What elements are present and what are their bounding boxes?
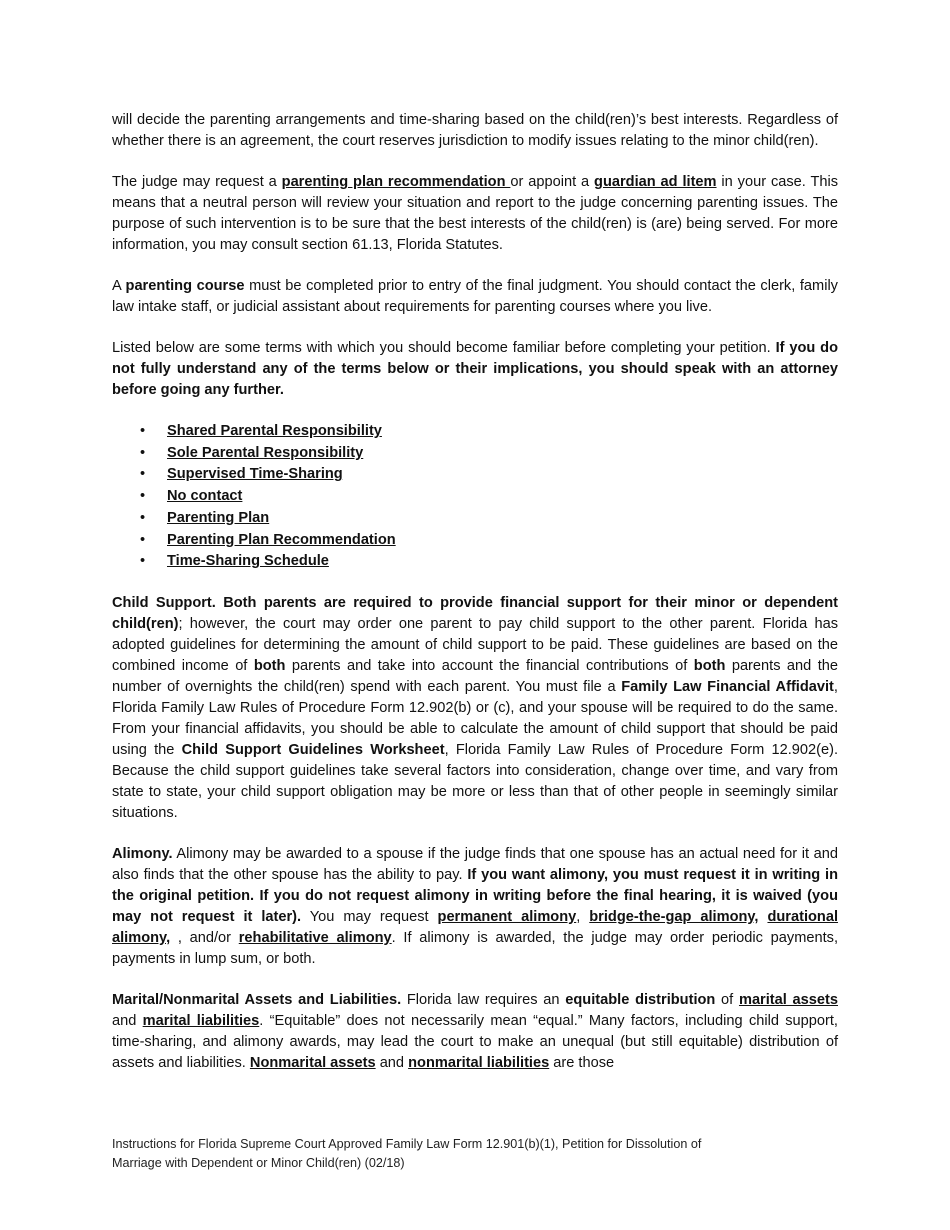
term-permanent-alimony: permanent alimony <box>437 908 577 925</box>
alimony-heading: Alimony. <box>112 845 173 862</box>
paragraph-assets-liabilities: Marital/Nonmarital Assets and Liabilities. Florida law requires an equitable distribution of marital assets and marital liabilities. “Equitable” does not necessarily mean “equal.” Many factors, including child support, time-sharing, and alimony awards, may lead the court to make an unequal (but still equitable) distribution of assets and liabilities. Nonmarital assets and nonmarital liabilities are those <box>112 991 838 1071</box>
terms-list <box>112 421 838 573</box>
alimony-warning: If you want alimony, you must request it in writing in the original petition. If you do not request alimony in writing before the final hearing, it is waived (you may not request it later). <box>112 866 839 925</box>
term-marital-assets: marital assets <box>738 991 838 1008</box>
bullet-icon: • <box>140 466 146 483</box>
paragraph-child-support: Child Support. Both parents are required to provide financial support for their minor or dependent child(ren); however, the court may order one parent to pay child support to the other parent. Florida has adopted guidelines for determining the amount of child support to be paid. These guidelines are based on the combined income of both parents and take into account the financial contributions of both parents and the number of overnights the child(ren) spend with each parent. You must file a Family Law Financial Affidavit, Florida Family Law Rules of Procedure Form 12.902(b) or (c), and your spouse will be required to do the same. From your financial affidavits, you should be able to calculate the amount of child support that should be paid using the Child Support Guidelines Worksheet, Florida Family Law Rules of Procedure Form 12.902(e). Because the child support guidelines take several factors into consideration, change over time, and vary from state to state, your child support obligation may be more or less than that of other people in seemingly similar situations. <box>112 594 839 821</box>
bullet-icon: • <box>140 423 146 439</box>
assets-heading: Marital/Nonmarital Assets and Liabilities. <box>112 991 402 1008</box>
bullet-icon: • <box>140 531 146 548</box>
document-page <box>112 110 838 1094</box>
attorney-warning: If you do not fully understand any of the terms below or their implications, you should speak with an attorney before going any further. <box>112 340 838 398</box>
paragraph-alimony: Alimony. Alimony may be awarded to a spouse if the judge finds that one spouse has an actual need for it and also finds that the other spouse has the ability to pay. If you want alimony, you must request it in writing in the original petition. If you do not request alimony in writing before the final hearing, it is waived (you may not request it later). You may request permanent alimony, bridge-the-gap alimony, durational alimony, , and/or rehabilitative alimony. If alimony is awarded, the judge may order periodic payments, payments in lump sum, or both. <box>112 845 839 967</box>
term-rehabilitative-alimony: rehabilitative alimony <box>238 929 392 946</box>
list-item: • Supervised Time-Sharing <box>112 464 838 486</box>
term-nonmarital-assets: Nonmarital assets <box>249 1054 376 1071</box>
paragraph-jurisdiction: will decide the parenting arrangements and time-sharing based on the child(ren)’s best interests. Regardless of whether there is an agreement, the court reserves jurisdiction to modify issues relating to the minor child(ren). <box>112 112 838 149</box>
term-durational-alimony: durational alimony, <box>112 908 839 946</box>
term-nonmarital-liabilities: nonmarital liabilities <box>408 1054 550 1071</box>
term-guardian-ad-litem: guardian ad litem <box>594 174 717 190</box>
term-parenting-course: parenting course <box>125 278 245 294</box>
footer-line: Instructions for Florida Supreme Court Approved Family Law Form 12.901(b)(1), Petition for Dissolution of <box>112 1137 702 1151</box>
term-marital-liabilities: marital liabilities <box>142 1012 260 1029</box>
paragraph-terms-intro: Listed below are some terms with which you should become familiar before completing your petition. If you do not fully understand any of the terms below or their implications, you should speak with an attorney before going any further. <box>112 340 838 398</box>
term-financial-affidavit: Family Law Financial Affidavit <box>621 678 834 695</box>
term-equitable-distribution: equitable distribution <box>565 991 716 1008</box>
list-item: • Sole Parental Responsibility <box>112 443 838 465</box>
bullet-icon: • <box>140 488 146 505</box>
child-support-heading: Child Support. Both parents are required to provide financial support for their minor or dependent child(ren) <box>112 594 838 632</box>
term-parenting-plan-recommendation: parenting plan recommendation <box>281 174 511 190</box>
footer-line: Marriage with Dependent or Minor Child(ren) (02/18) <box>112 1156 405 1170</box>
paragraph-parenting-course: A parenting course must be completed prior to entry of the final judgment. You should contact the clerk, family law intake staff, or judicial assistant about requirements for parenting courses where you live. <box>112 278 838 315</box>
list-item: • Parenting Plan Recommendation <box>112 530 838 552</box>
bullet-icon: • <box>140 509 146 526</box>
bullet-icon: • <box>140 444 146 461</box>
list-item: • Time-Sharing Schedule <box>112 551 838 573</box>
paragraph-parenting-plan-recommendation: The judge may request a parenting plan recommendation or appoint a guardian ad litem in your case. This means that a neutral person will review your situation and report to the judge concerning parenting issues. The purpose of such intervention is to be sure that the best interests of the child(ren) is (are) being served. For more information, you may consult section 61.13, Florida Statutes. <box>112 174 839 253</box>
list-item: • Parenting Plan <box>112 508 838 530</box>
term-guidelines-worksheet: Child Support Guidelines Worksheet <box>181 741 445 758</box>
list-item: • No contact <box>112 486 838 508</box>
list-item: • Shared Parental Responsibility <box>112 421 838 443</box>
page-footer <box>112 1135 838 1173</box>
term-bridge-the-gap-alimony: bridge-the-gap alimony, <box>589 908 759 925</box>
bullet-icon: • <box>140 553 146 570</box>
